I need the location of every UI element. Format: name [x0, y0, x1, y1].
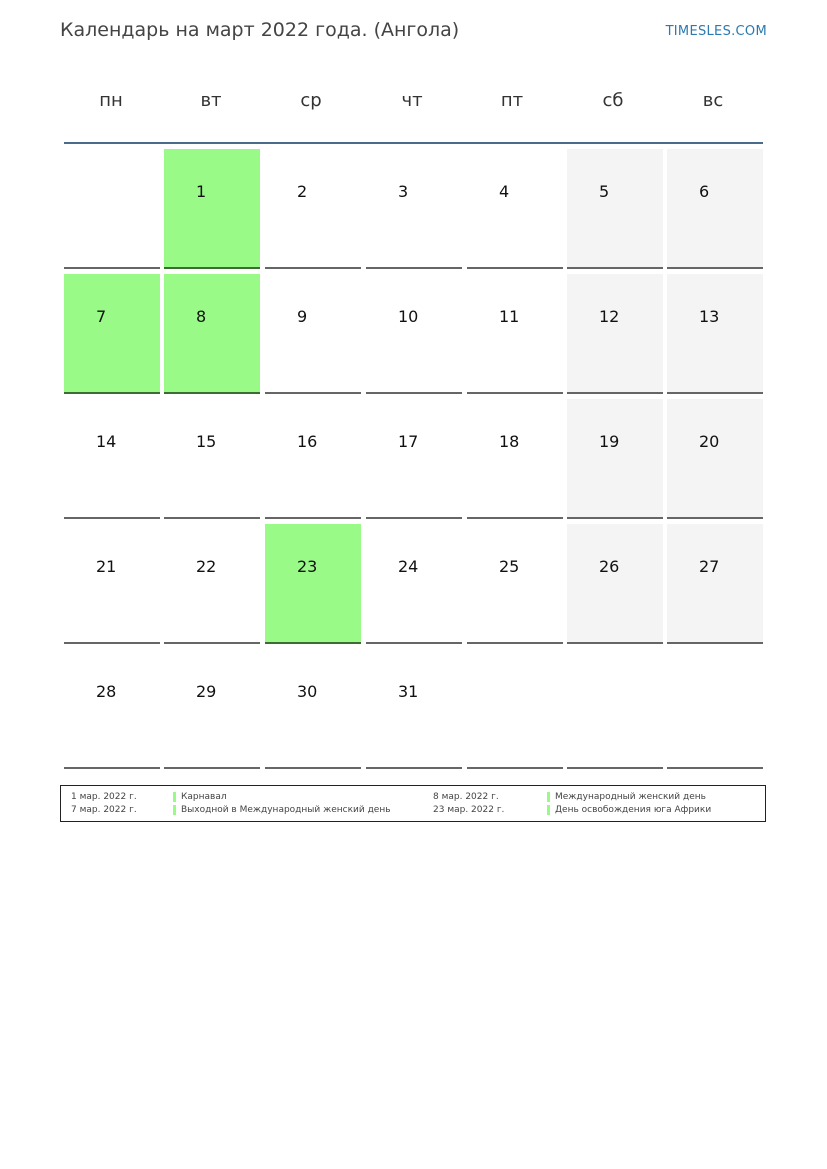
day-number: 3 — [398, 182, 409, 201]
day-number: 9 — [297, 307, 308, 326]
day-number: 30 — [297, 682, 318, 701]
day-number: 17 — [398, 432, 419, 451]
weekday-label-sun: вс — [702, 90, 724, 111]
day-number: 2 — [297, 182, 308, 201]
legend-date-1: 1 мар. 2022 г. — [71, 792, 137, 802]
day-cell — [164, 649, 260, 769]
day-number: 16 — [297, 432, 318, 451]
legend-name-2: Выходной в Международный женский день — [181, 805, 391, 815]
weekday-label-thu: чт — [401, 90, 423, 111]
legend-date-3: 8 мар. 2022 г. — [433, 792, 499, 802]
day-number: 31 — [398, 682, 419, 701]
day-cell — [164, 524, 260, 644]
legend-color-swatch — [173, 805, 176, 815]
day-cell — [467, 274, 563, 394]
day-number: 22 — [196, 557, 217, 576]
day-cell — [667, 524, 763, 644]
weekday-label-mon: пн — [99, 90, 123, 111]
day-number: 8 — [196, 307, 207, 326]
day-cell — [64, 399, 160, 519]
day-number: 21 — [96, 557, 117, 576]
page-title: Календарь на март 2022 года. (Ангола) — [60, 19, 460, 41]
weekday-header-row — [63, 90, 764, 120]
day-number: 23 — [297, 557, 318, 576]
day-number: 4 — [499, 182, 510, 201]
header-divider — [64, 142, 763, 144]
day-cell — [467, 399, 563, 519]
day-cell — [164, 274, 260, 394]
day-number: 24 — [398, 557, 419, 576]
weekday-label-fri: пт — [500, 90, 524, 111]
day-cell — [164, 149, 260, 269]
site-link[interactable]: TIMESLES.COM — [665, 24, 767, 39]
day-cell — [467, 149, 563, 269]
day-cell — [366, 649, 462, 769]
day-cell — [164, 399, 260, 519]
weekday-label-tue: вт — [200, 90, 222, 111]
day-number: 5 — [599, 182, 610, 201]
day-number: 20 — [699, 432, 720, 451]
empty-day-cell — [467, 649, 563, 769]
empty-day-cell — [567, 649, 663, 769]
day-number: 14 — [96, 432, 117, 451]
weekday-label-sat: сб — [602, 90, 624, 111]
day-number: 12 — [599, 307, 620, 326]
day-number: 29 — [196, 682, 217, 701]
day-number: 19 — [599, 432, 620, 451]
legend-date-2: 7 мар. 2022 г. — [71, 805, 137, 815]
day-cell — [366, 399, 462, 519]
legend-name-4: День освобождения юга Африки — [555, 805, 712, 815]
day-cell — [667, 274, 763, 394]
legend-color-swatch — [547, 792, 550, 802]
day-cell — [64, 524, 160, 644]
day-cell — [567, 524, 663, 644]
legend-color-swatch — [173, 792, 176, 802]
day-cell — [64, 649, 160, 769]
day-cell — [265, 149, 361, 269]
day-cell — [265, 399, 361, 519]
day-number: 7 — [96, 307, 107, 326]
day-cell — [366, 524, 462, 644]
day-number: 6 — [699, 182, 710, 201]
day-cell — [366, 149, 462, 269]
day-cell — [64, 274, 160, 394]
day-cell — [366, 274, 462, 394]
day-number: 10 — [398, 307, 419, 326]
day-number: 13 — [699, 307, 720, 326]
day-cell — [667, 149, 763, 269]
day-number: 27 — [699, 557, 720, 576]
day-number: 25 — [499, 557, 520, 576]
day-cell — [265, 524, 361, 644]
holiday-legend — [60, 785, 766, 822]
legend-date-4: 23 мар. 2022 г. — [433, 805, 505, 815]
day-cell — [467, 524, 563, 644]
day-number: 11 — [499, 307, 520, 326]
day-number: 18 — [499, 432, 520, 451]
empty-day-cell — [667, 649, 763, 769]
day-cell — [567, 149, 663, 269]
legend-color-swatch — [547, 805, 550, 815]
weekday-label-wed: ср — [300, 90, 322, 111]
day-cell — [567, 399, 663, 519]
day-cell — [265, 649, 361, 769]
legend-name-3: Международный женский день — [555, 792, 706, 802]
day-number: 15 — [196, 432, 217, 451]
day-number: 1 — [196, 182, 207, 201]
legend-name-1: Карнавал — [181, 792, 227, 802]
day-number: 28 — [96, 682, 117, 701]
day-cell — [265, 274, 361, 394]
empty-day-cell — [64, 149, 160, 269]
day-cell — [667, 399, 763, 519]
day-number: 26 — [599, 557, 620, 576]
day-cell — [567, 274, 663, 394]
